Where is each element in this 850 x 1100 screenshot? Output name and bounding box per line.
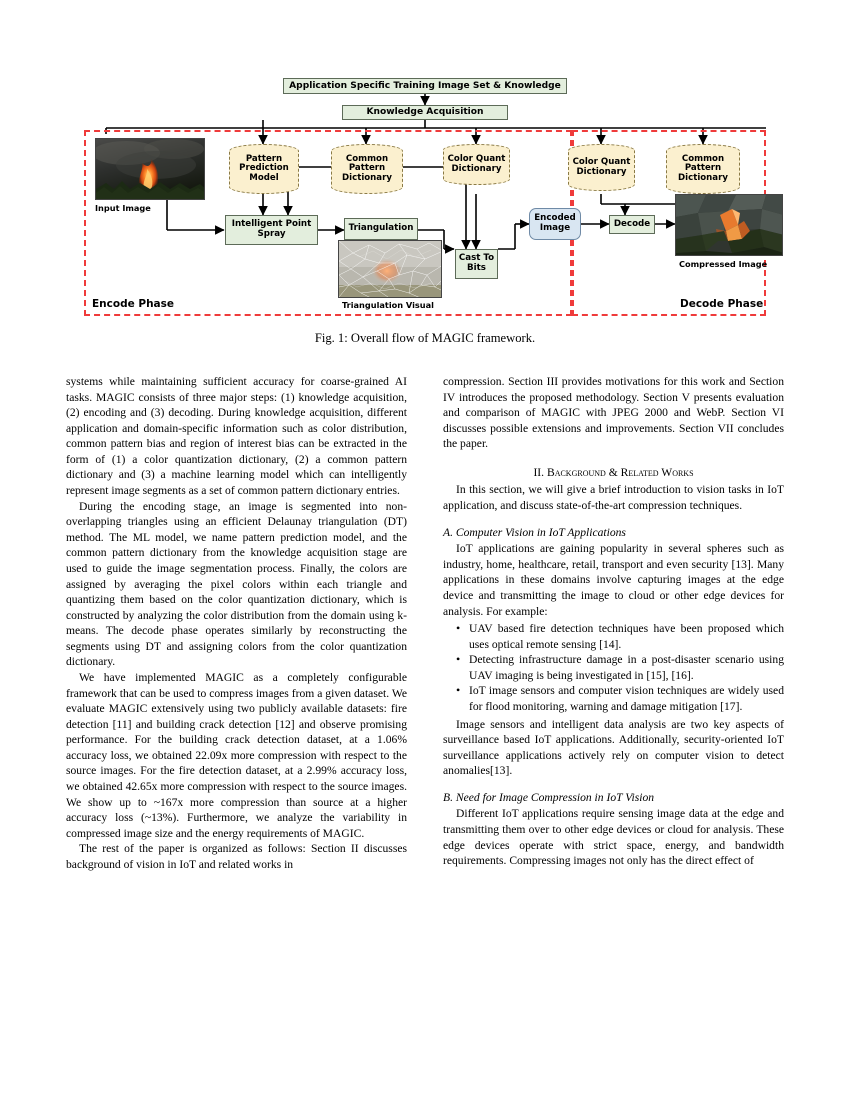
encode-phase-label: Encode Phase bbox=[92, 298, 175, 310]
input-image-caption: Input Image bbox=[95, 203, 151, 213]
section-heading-2: II. Background & Related Works bbox=[533, 465, 694, 479]
node-cast-to-bits: Cast To Bits bbox=[455, 249, 498, 279]
subsection-heading-a: A. Computer Vision in IoT Applications bbox=[443, 525, 626, 539]
node-triangulation: Triangulation bbox=[344, 218, 418, 240]
paragraph: Different IoT applications require sensing image data at the edge and transmitting them over to other edge devices or cloud for analysis. These edge devices operate with strict space, energy, and bandwidth requirements. Compressing images not only has the direct effect of bbox=[443, 807, 784, 868]
triangulation-visual-photo bbox=[338, 240, 442, 298]
compressed-image-caption: Compressed Image bbox=[679, 259, 768, 269]
paragraph: IoT applications are gaining popularity in several spheres such as industry, home, healthcare, retail, transport and even security [13]. Many applications in these domains involve capturing images at the edge device and transmitting the image to cloud or other edge devices for analysis. For example: bbox=[443, 542, 784, 618]
node-training-set: Application Specific Training Image Set & Knowledge bbox=[283, 78, 567, 94]
compressed-image-photo bbox=[675, 194, 783, 256]
left-column bbox=[66, 374, 407, 873]
body-columns bbox=[66, 374, 784, 873]
right-column bbox=[443, 374, 784, 873]
figure-diagram bbox=[66, 72, 784, 322]
subsection-heading-b: B. Need for Image Compression in IoT Vision bbox=[443, 790, 655, 804]
node-pattern-prediction-model: Pattern Prediction Model bbox=[229, 144, 299, 194]
list-item: • UAV based fire detection techniques have been proposed which uses optical remote sensing [14]. bbox=[469, 621, 784, 652]
list-item: • Detecting infrastructure damage in a post-disaster scenario using UAV imaging is being investigated in [15], [16]. bbox=[469, 652, 784, 683]
list-item: • IoT image sensors and computer vision techniques are widely used for flood monitoring, warning and damage mitigation [17]. bbox=[469, 683, 784, 714]
paragraph: systems while maintaining sufficient accuracy for coarse-grained AI tasks. MAGIC consists of three major steps: (1) knowledge acquisition, (2) encoding and (3) decoding. During knowledge acquisition, different application and domain-specific information such as color distribution, common pattern bias and region of interest bias can be extracted in the form of (1) a color quantization dictionary, (2) a common pattern dictionary and (3) a machine learning model which can intelligently represent image segments as a set of common pattern dictionary entries. bbox=[66, 375, 407, 498]
node-knowledge-acquisition: Knowledge Acquisition bbox=[342, 105, 508, 120]
figure-1 bbox=[0, 0, 850, 345]
bullet-list bbox=[443, 621, 784, 714]
paragraph: We have implemented MAGIC as a completely configurable framework that can be used to compress images from a given dataset. We evaluate MAGIC extensively using two publicly available datasets: fire detection [11] and building crack detection [12] and observe promising performance. For the building crack detection dataset, at a 1.06% accuracy loss, we obtained 22.09x more compression with respect to the source images. For the fire detection dataset, at a 2.99% accuracy loss, we obtained 42.65x more compression with respect to the source images. We show up to ~167x more compression than source at a higher accuracy loss (~13%). Furthermore, we analyze the variability in compressed image size and the energy requirements of MAGIC. bbox=[66, 670, 407, 840]
paragraph: The rest of the paper is organized as follows: Section II discusses background of vision in IoT and related works in bbox=[66, 842, 407, 871]
node-color-quant-dictionary-encode: Color Quant Dictionary bbox=[443, 144, 510, 185]
paragraph: Image sensors and intelligent data analysis are two key aspects of surveillance based IoT applications. Additionally, security-oriented IoT surveillance applications actively rely on computer vision to detect anomalies[13]. bbox=[443, 717, 784, 778]
figure-caption: Fig. 1: Overall flow of MAGIC framework. bbox=[314, 331, 536, 345]
node-encoded-image: Encoded Image bbox=[529, 208, 581, 240]
node-decode: Decode bbox=[609, 215, 655, 234]
triangulation-visual-caption: Triangulation Visual bbox=[342, 300, 434, 310]
input-image-photo bbox=[95, 138, 205, 200]
node-common-pattern-dictionary-encode: Common Pattern Dictionary bbox=[331, 144, 403, 194]
node-common-pattern-dictionary-decode: Common Pattern Dictionary bbox=[666, 144, 740, 194]
decode-phase-label: Decode Phase bbox=[680, 298, 764, 310]
node-color-quant-dictionary-decode: Color Quant Dictionary bbox=[568, 144, 635, 191]
paragraph: compression. Section III provides motivations for this work and Section IV introduces the proposed methodology. Section V presents evaluation and comparison of MAGIC with JPEG 2000 and WebP. Section VI discusses possible extensions and improvements. Section VII concludes the paper. bbox=[443, 375, 784, 451]
paragraph: During the encoding stage, an image is segmented into non-overlapping triangles using an efficient Delaunay triangulation (DT) method. The ML model, we name pattern prediction model, and the common pattern dictionary from the knowledge acquisition stage are used to guide the image segmentation process. Finally, the colors are assigned by averaging the pixel colors within each triangle and quantizing them based on the color quantization dictionary, which is constructed by analyzing the color distribution from the domain using k-means. The decode phase operates similarly by reconstructing the segments using DT and assigning colors from the color quantization dictionary. bbox=[66, 499, 407, 669]
paragraph: In this section, we will give a brief introduction to vision tasks in IoT application, and discuss state-of-the-art compression techniques. bbox=[443, 483, 784, 513]
node-intelligent-point-spray: Intelligent Point Spray bbox=[225, 215, 318, 245]
